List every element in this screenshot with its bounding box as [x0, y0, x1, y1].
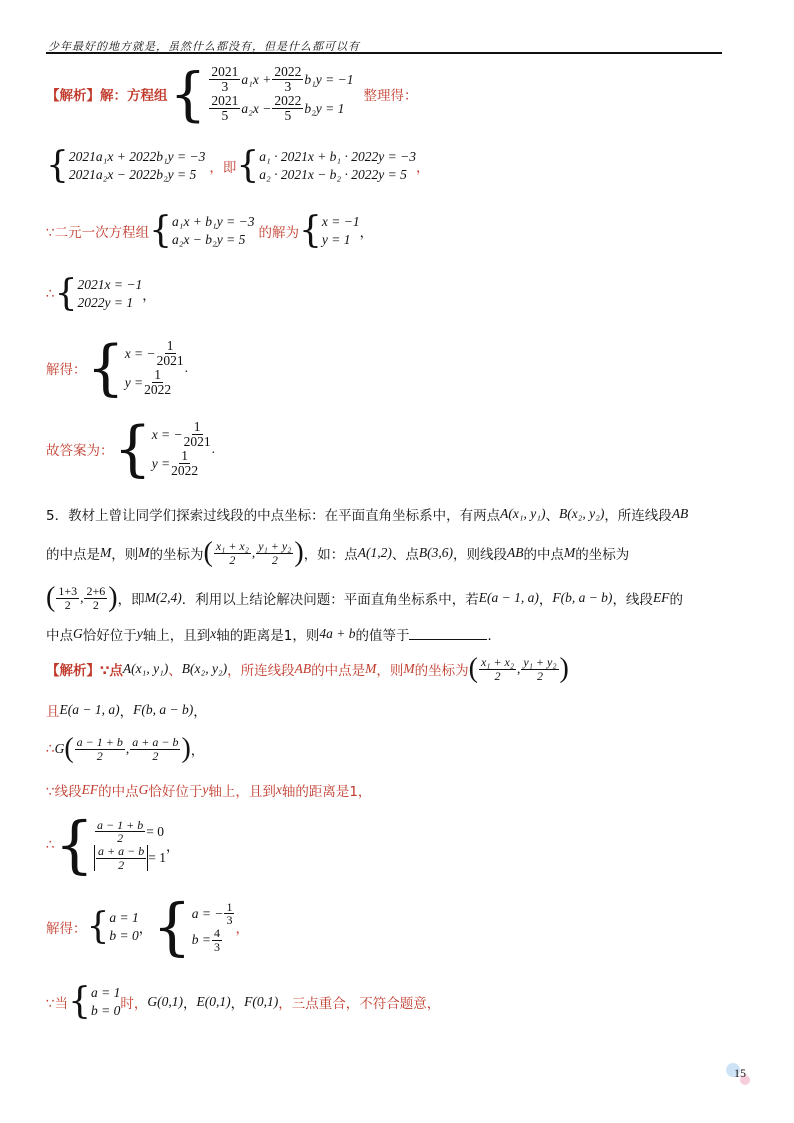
question-5-line-1: 5．教材上曾让同学们探索过线段的中点坐标：在平面直角坐标系中，有两点 A(x₁, y₁) 、 B(x₂, y₂) ，所连线段 AB [46, 506, 689, 524]
system-1 [208, 65, 353, 124]
analysis-5-line-5: ∴ { $\frac{a - 1 + b}{2}$ = 0 $\frac{a + a - b}{2}$ = 1 ， [46, 808, 180, 881]
page-number: 15 [734, 1066, 746, 1080]
answer-blank[interactable] [409, 629, 487, 640]
system-3: a₁ · 2021x + b₁ · 2022y = −3 a₂ · 2021x − b₂ · 2022y = 5 [259, 148, 416, 182]
analysis-line-1 [46, 58, 417, 130]
analysis-line-2: { 2021a₁x + 2022b₁y = −3 2021a₂x − 2022b₂y = 5 ，即 { a₁ · 2021x + b₁ · 2022y = −3 a₂ · 2021x − b₂ · 2022y = 5 ， [46, 145, 430, 186]
analysis-5-line-6: 解得： { a = 1 b = 0 ， { a = − $\frac{1}{3}$ b = $\frac{4}{3}$ ， [46, 890, 249, 963]
system-2: 2021a₁x + 2022b₁y = −3 2021a₂x − 2022b₂y = 5 [68, 148, 206, 182]
system-1-row-2: $\frac{2021}{5}$ a₂x − $\frac{2022}{5}$ b₂y = 1 [211, 93, 345, 124]
left-brace: { [169, 60, 207, 128]
analysis-5-line-2: 且 E(a − 1, a) ， F(b, a − b) ， [46, 702, 207, 720]
analysis-5-line-4: ∵线段 EF 的中点 G 恰好位于 y 轴上，且到 x 轴的距离是1， [46, 782, 372, 800]
question-5-line-2: 的中点是 M ，则 M 的坐标为 ( $\frac{\text{x₁ + x₂}}{2}$ , $\frac{\text{y₁ + y₂}}{2}$ ) ，如：点 A(1,2) 、点 B(3,6) ，则线段 AB 的中点 M 的坐标为 [46, 537, 630, 568]
analysis-5-line-3: ∴ G ( $\frac{a - 1 + b}{2}$ , $\frac{a + a - b}{2}$ ) ， [46, 733, 205, 764]
tidy-label: 整理得： [363, 88, 418, 104]
analysis-line-5: 解得： { x = − $\frac{1}{2021}$ y = $\frac{1}{2022}$ . [46, 333, 189, 403]
question-5-line-3: ( $\frac{1+3}{2}$ , $\frac{2+6}{2}$ ) ，即 M(2,4) ．利用以上结论解决问题：平面直角坐标系中，若 E(a − 1, a) ， F(b, a − b) ，线段 EF 的 [46, 582, 683, 613]
analysis-5-line-1: 【解析】∵点 A(x₁, y₁) 、 B(x₂, y₂) ，所连线段 AB 的中点是 M ，则 M 的坐标为 ( $\frac{\text{x₁ + x₂}}{2}$ , $\frac{\text{y₁ + y₂}}{2}$ ) [46, 653, 569, 684]
analysis-5-line-7: ∵当 { a = 1 b = 0 时， G(0,1) ， E(0,1) ， F(0,1) ，三点重合，不符合题意， [46, 981, 441, 1022]
analysis-line-4: ∴ { 2021x = −1 2022y = 1 ， [46, 273, 156, 314]
question-5-line-4: 中点 G 恰好位于 y 轴上，且到 x 轴的距离是1，则 4a + b 的值等于 ． [46, 626, 501, 644]
header-motto: 少年最好的地方就是，虽然什么都没有，但是什么都可以有 [48, 40, 360, 53]
system-1-row-1: $\frac{2021}{3}$ a₁x + $\frac{2022}{3}$ b₁y = −1 [211, 63, 354, 94]
analysis-line-3: ∵二元一次方程组 { a₁x + b₁y = −3 a₂x − b₂y = 5 的解为 { x = −1 y = 1 ， [46, 210, 374, 251]
answer-line: 故答案为： { x = − $\frac{1}{2021}$ y = $\frac{1}{2022}$ . [46, 414, 216, 484]
analysis-label: 【解析】解：方程组 [46, 88, 168, 104]
header-rule [46, 52, 722, 54]
